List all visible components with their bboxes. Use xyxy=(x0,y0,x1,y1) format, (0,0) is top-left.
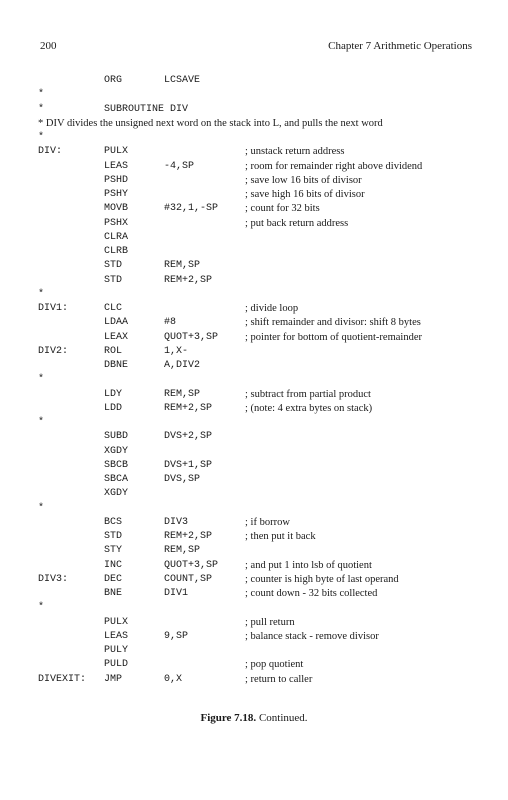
code-line xyxy=(38,332,478,346)
code-line xyxy=(38,588,478,602)
code-label: * xyxy=(38,374,45,386)
comment-line: * DIV divides the unsigned next word on the stack into L, and pulls the next word xyxy=(38,117,383,129)
code-line xyxy=(38,474,478,488)
code-comment: ; count for 32 bits xyxy=(245,203,320,215)
code-opcode: PSHD xyxy=(104,174,129,186)
code-line xyxy=(38,161,478,175)
code-opcode: PULX xyxy=(104,616,129,628)
code-label: * xyxy=(38,89,45,101)
code-opcode: DBNE xyxy=(104,360,129,371)
code-comment: ; if borrow xyxy=(245,516,290,528)
code-line xyxy=(38,517,478,531)
code-line xyxy=(38,460,478,474)
code-line xyxy=(38,602,478,616)
code-line xyxy=(38,545,478,559)
code-comment: ; room for remainder right above dividend xyxy=(245,160,423,172)
code-label: DIV1: xyxy=(38,303,69,314)
code-comment: ; pop quotient xyxy=(245,659,304,671)
code-line xyxy=(38,118,478,132)
figure-caption xyxy=(0,712,508,724)
code-comment: ; balance stack - remove divisor xyxy=(245,630,379,642)
code-operand: DVS+2,SP xyxy=(164,431,213,443)
code-label: DIV: xyxy=(38,146,63,158)
code-opcode: CLRA xyxy=(104,231,129,243)
code-comment: ; save high 16 bits of divisor xyxy=(245,189,365,200)
code-opcode: SUBD xyxy=(104,431,129,443)
code-line xyxy=(38,289,478,303)
code-opcode: ROL xyxy=(104,345,123,357)
code-line xyxy=(38,403,478,417)
code-listing xyxy=(38,75,478,688)
code-opcode: ORG xyxy=(104,75,123,86)
code-opcode: LEAS xyxy=(104,630,129,642)
code-operand: REM,SP xyxy=(164,260,201,272)
code-line xyxy=(38,617,478,631)
code-operand: DVS,SP xyxy=(164,474,201,485)
code-line xyxy=(38,417,478,431)
code-operand: DIV3 xyxy=(164,516,189,528)
code-line xyxy=(38,203,478,217)
code-opcode: LDAA xyxy=(104,317,129,329)
code-operand: REM+2,SP xyxy=(164,531,213,542)
code-opcode: JMP xyxy=(104,673,123,685)
code-operand: REM,SP xyxy=(164,388,201,400)
code-operand: DIV1 xyxy=(164,588,189,599)
code-line xyxy=(38,246,478,260)
code-opcode: LDY xyxy=(104,388,123,400)
code-comment: ; pointer for bottom of quotient-remainder xyxy=(245,331,422,343)
code-operand: REM+2,SP xyxy=(164,402,213,414)
code-operand: -4,SP xyxy=(164,160,195,172)
code-line xyxy=(38,346,478,360)
code-operand: COUNT,SP xyxy=(164,573,213,585)
code-line xyxy=(38,132,478,146)
code-opcode: BCS xyxy=(104,516,123,528)
code-comment: ; and put 1 into lsb of quotient xyxy=(245,559,372,571)
code-operand: 9,SP xyxy=(164,630,189,642)
figure-label: Figure 7.18. xyxy=(200,712,257,724)
code-opcode: LDD xyxy=(104,402,123,414)
code-line xyxy=(38,659,478,673)
code-operand: #8 xyxy=(164,317,177,329)
code-comment: ; put back return address xyxy=(245,217,349,229)
code-opcode: PULD xyxy=(104,659,129,671)
code-label: * xyxy=(38,502,45,514)
code-line xyxy=(38,431,478,445)
code-line xyxy=(38,360,478,374)
code-opcode: CLRB xyxy=(104,246,129,257)
page-number: 200 xyxy=(40,40,57,52)
code-comment: ; pull return xyxy=(245,616,295,628)
code-opcode: STY xyxy=(104,545,123,557)
code-operand: QUOT+3,SP xyxy=(164,331,219,343)
code-opcode: BNE xyxy=(104,588,123,599)
code-opcode: STD xyxy=(104,260,123,272)
code-opcode: PSHX xyxy=(104,217,129,229)
code-comment: ; save low 16 bits of divisor xyxy=(245,174,362,186)
code-line xyxy=(38,75,478,89)
code-comment: ; return to caller xyxy=(245,673,313,685)
figure-caption-text: Continued. xyxy=(256,712,308,724)
code-opcode: STD xyxy=(104,531,123,542)
code-label: * xyxy=(38,417,45,428)
code-line xyxy=(38,574,478,588)
code-opcode: INC xyxy=(104,559,123,571)
code-line xyxy=(38,317,478,331)
code-label: * xyxy=(38,602,45,614)
code-operand: 1,X- xyxy=(164,345,189,357)
code-label: DIVEXIT: xyxy=(38,673,87,685)
code-operand: A,DIV2 xyxy=(164,360,201,371)
code-opcode: CLC xyxy=(104,303,123,314)
code-line xyxy=(38,488,478,502)
code-line xyxy=(38,260,478,274)
code-operand: REM+2,SP xyxy=(164,274,213,286)
code-line xyxy=(38,560,478,574)
chapter-title: Chapter 7 Arithmetic Operations xyxy=(328,40,472,52)
code-opcode: PULX xyxy=(104,146,129,158)
code-line xyxy=(38,275,478,289)
code-line xyxy=(38,146,478,160)
code-line xyxy=(38,503,478,517)
code-operand: LCSAVE xyxy=(164,75,201,86)
code-operand: QUOT+3,SP xyxy=(164,559,219,571)
code-comment: ; then put it back xyxy=(245,531,316,542)
code-opcode: LEAX xyxy=(104,331,129,343)
code-operand: DVS+1,SP xyxy=(164,459,213,471)
code-line xyxy=(38,303,478,317)
code-operand: #32,1,-SP xyxy=(164,203,219,215)
code-operand: 0,X xyxy=(164,673,183,685)
code-comment: ; unstack return address xyxy=(245,146,345,158)
code-comment: ; shift remainder and divisor: shift 8 bytes xyxy=(245,317,421,329)
code-opcode: MOVB xyxy=(104,203,129,215)
code-line xyxy=(38,104,478,118)
code-line xyxy=(38,374,478,388)
code-comment: ; counter is high byte of last operand xyxy=(245,573,399,585)
code-label: DIV2: xyxy=(38,345,69,357)
code-line xyxy=(38,232,478,246)
code-opcode: PSHY xyxy=(104,189,129,200)
code-opcode: STD xyxy=(104,274,123,286)
code-comment: ; count down - 32 bits collected xyxy=(245,588,378,599)
code-line xyxy=(38,531,478,545)
code-comment: ; (note: 4 extra bytes on stack) xyxy=(245,402,373,414)
code-comment: ; subtract from partial product xyxy=(245,388,371,400)
code-label: DIV3: xyxy=(38,573,69,585)
code-line xyxy=(38,389,478,403)
code-line xyxy=(38,218,478,232)
code-label: * xyxy=(38,288,45,300)
code-line xyxy=(38,189,478,203)
code-line xyxy=(38,446,478,460)
code-line xyxy=(38,89,478,103)
code-label: * xyxy=(38,103,45,115)
code-opcode: SBCA xyxy=(104,474,129,485)
code-opcode: XGDY xyxy=(104,488,129,500)
code-opcode: SUBROUTINE DIV xyxy=(104,103,189,115)
code-line xyxy=(38,645,478,659)
code-line xyxy=(38,175,478,189)
code-opcode: DEC xyxy=(104,573,123,585)
code-line xyxy=(38,631,478,645)
code-opcode: XGDY xyxy=(104,445,129,457)
code-opcode: PULY xyxy=(104,645,129,656)
code-label: * xyxy=(38,132,45,143)
code-opcode: LEAS xyxy=(104,160,129,172)
code-line xyxy=(38,674,478,688)
code-opcode: SBCB xyxy=(104,459,129,471)
page-header xyxy=(40,40,472,54)
code-comment: ; divide loop xyxy=(245,303,299,314)
code-operand: REM,SP xyxy=(164,545,201,557)
